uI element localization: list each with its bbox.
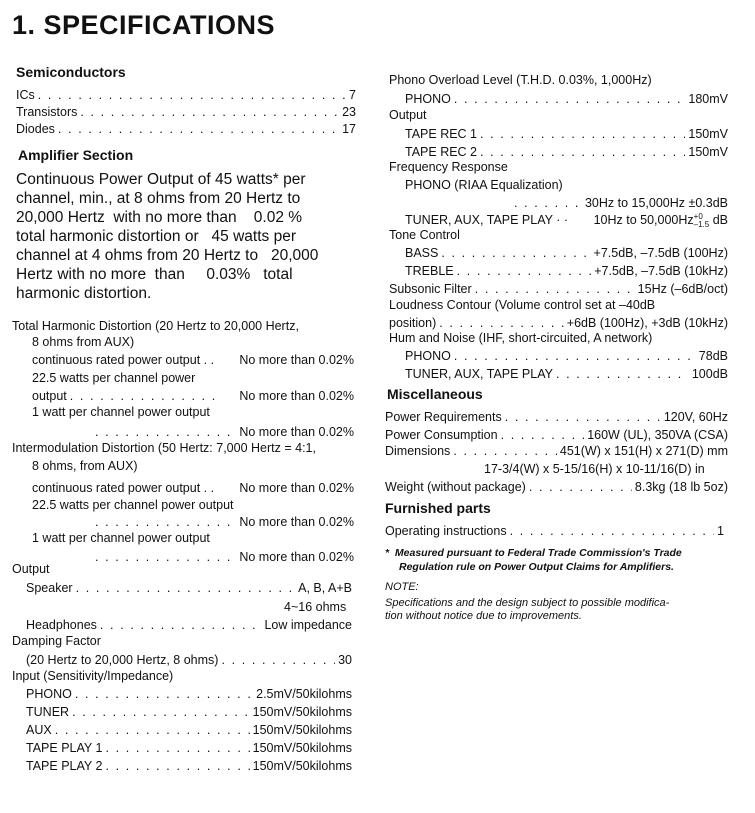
spec-label: Transistors: [16, 105, 78, 119]
spec-label: Diodes: [16, 122, 55, 136]
thd-sub: 8 ohms from AUX): [32, 335, 135, 349]
thd-one-label: 1 watt per channel power output: [32, 405, 210, 419]
note-line: tion without notice due to improvements.: [385, 610, 582, 622]
input-row-aux: AUX . . . 150mV/50kilohms: [26, 722, 352, 738]
input-row-tape-play-1: TAPE PLAY 1 . . . 150mV/50kilohms: [26, 740, 352, 756]
power-output-line: Continuous Power Output of 45 watts* per: [16, 171, 306, 188]
spec-row-transistors: [16, 104, 356, 120]
spec-value: 17: [342, 122, 356, 136]
semiconductors-heading: Semiconductors: [16, 64, 126, 80]
speaker-impedance: 4~16 ohms: [284, 600, 347, 614]
thd-one-row: . . . No more than 0.02%: [92, 424, 354, 440]
tape-rec2-row: TAPE REC 2 . . . 150mV: [405, 144, 728, 160]
hum-heading: Hum and Noise (IHF, short-circuited, A network): [389, 331, 653, 345]
input-row-tuner: TUNER . . . 150mV/50kilohms: [26, 704, 352, 720]
loudness-heading: Loudness Contour (Volume control set at –40dB: [389, 298, 656, 312]
power-output-line: 20,000 Hertz with no more than 0.02 %: [16, 209, 303, 226]
phono-overload-row: PHONO . . . 180mV: [405, 91, 728, 107]
furnished-heading: Furnished parts: [385, 500, 491, 516]
footnote-line: * Measured pursuant to Federal Trade Commission's Trade: [385, 547, 682, 559]
weight-row: Weight (without package) . . . 8.3kg (18 lb 5oz): [385, 479, 728, 495]
freq-tuner-row: TUNER, AUX, TAPE PLAY · · 10Hz to 50,000Hz +0 –1.5 dB: [405, 211, 728, 229]
page-title: 1. SPECIFICATIONS: [12, 10, 276, 40]
imd-one-row: . . . No more than 0.02%: [92, 549, 354, 565]
spec-label: ICs: [16, 88, 35, 102]
subsonic-row: Subsonic Filter . . . 15Hz (–6dB/oct): [389, 281, 728, 297]
note-line: Specifications and the design subject to possible modifica-: [385, 597, 670, 609]
footnote-line: Regulation rule on Power Output Claims for Amplifiers.: [399, 561, 674, 573]
phono-overload-heading: Phono Overload Level (T.H.D. 0.03%, 1,000Hz): [389, 73, 652, 87]
power-output-line: total harmonic distortion or 45 watts per: [16, 228, 296, 245]
treble-row: TREBLE . . . +7.5dB, –7.5dB (10kHz): [405, 263, 728, 279]
tone-heading: Tone Control: [389, 228, 460, 242]
amplifier-heading: Amplifier Section: [18, 147, 134, 163]
freq-phono-label: PHONO (RIAA Equalization): [405, 178, 563, 192]
power-output-line: channel at 4 ohms from 20 Hertz to 20,000: [16, 247, 319, 264]
imd-heading: Intermodulation Distortion (50 Hertz: 7,000 Hertz = 4:1,: [12, 441, 316, 455]
input-row-phono: PHONO . . . 2.5mV/50kilohms: [26, 686, 352, 702]
damping-heading: Damping Factor: [12, 634, 101, 648]
freq-heading: Frequency Response: [389, 160, 508, 174]
power-cons-row: Power Consumption . . . 160W (UL), 350VA (CSA): [385, 427, 728, 443]
power-output-line: harmonic distortion.: [16, 285, 152, 302]
imd-rated-row: continuous rated power output . . No more than 0.02%: [32, 481, 354, 495]
operating-instructions-row: Operating instructions . . . 1: [385, 523, 724, 539]
output-heading-right: Output: [389, 108, 427, 122]
imd-half-row: . . . No more than 0.02%: [92, 514, 354, 530]
loudness-row: position) . . . +6dB (100Hz), +3dB (10kHz): [389, 315, 728, 331]
imd-one-label: 1 watt per channel power output: [32, 531, 210, 545]
tape-rec1-row: TAPE REC 1 . . . 150mV: [405, 126, 728, 142]
power-output-line: channel, min., at 8 ohms from 20 Hertz to: [16, 190, 301, 207]
spec-value: 23: [342, 105, 356, 119]
dims-row: Dimensions . . . 451(W) x 151(H) x 271(D) mm: [385, 443, 728, 459]
misc-heading: Miscellaneous: [387, 386, 483, 402]
output-heading: Output: [12, 562, 50, 576]
spec-row-ics: [16, 87, 356, 103]
note-heading: NOTE:: [385, 581, 419, 593]
speaker-row: Speaker . . . A, B, A+B: [26, 580, 352, 596]
bass-row: BASS . . . +7.5dB, –7.5dB (100Hz): [405, 245, 728, 261]
imd-sub: 8 ohms, from AUX): [32, 459, 138, 473]
freq-phono-row: . . . 30Hz to 15,000Hz ±0.3dB: [511, 195, 728, 211]
damping-row: (20 Hertz to 20,000 Hertz, 8 ohms) . . . 30: [26, 652, 352, 668]
input-row-tape-play-2: TAPE PLAY 2 . . . 150mV/50kilohms: [26, 758, 352, 774]
imd-half-label: 22.5 watts per channel power output: [32, 498, 234, 512]
power-req-row: Power Requirements . . . 120V, 60Hz: [385, 409, 728, 425]
hum-tuner-row: TUNER, AUX, TAPE PLAY . . . 100dB: [405, 366, 728, 382]
thd-heading: Total Harmonic Distortion (20 Hertz to 20,000 Hertz,: [12, 319, 299, 333]
spec-value: 7: [349, 88, 356, 102]
thd-half-row: output . . . No more than 0.02%: [32, 388, 354, 404]
spec-row-diodes: [16, 121, 356, 137]
thd-half-label: 22.5 watts per channel power: [32, 371, 196, 385]
dims-inches: 17-3/4(W) x 5-15/16(H) x 10-11/16(D) in: [484, 462, 705, 476]
hum-phono-row: PHONO . . . 78dB: [405, 348, 728, 364]
headphones-row: Headphones . . . Low impedance: [26, 617, 352, 633]
power-output-line: Hertz with no more than 0.03% total: [16, 266, 293, 283]
thd-rated-row: continuous rated power output . . No more than 0.02%: [32, 353, 354, 367]
input-heading: Input (Sensitivity/Impedance): [12, 669, 174, 683]
